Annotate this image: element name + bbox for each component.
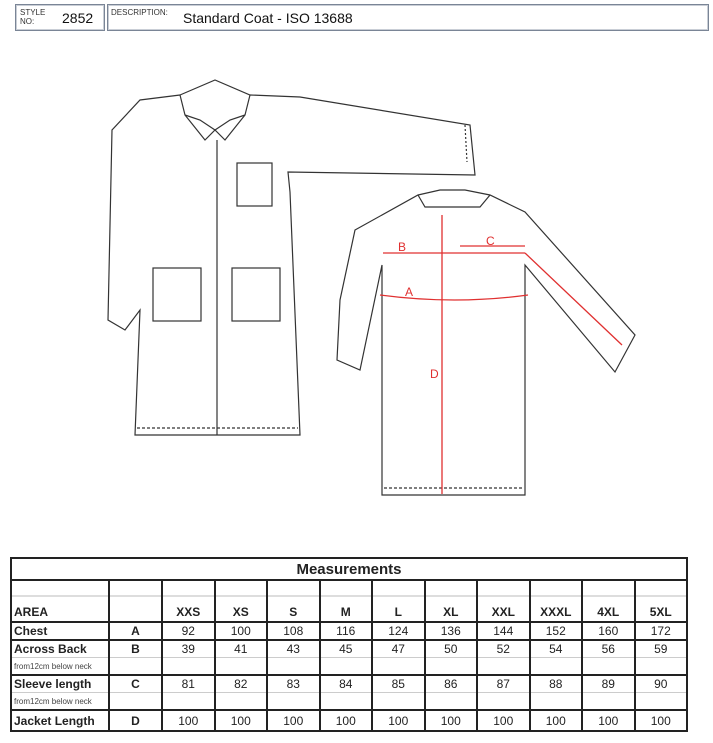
empty-cell — [215, 658, 268, 676]
empty-cell — [267, 658, 320, 676]
measurement-value: 86 — [425, 675, 478, 693]
area-code: B — [109, 640, 162, 658]
label-b: B — [398, 240, 407, 254]
measurement-value: 172 — [635, 622, 688, 640]
area-note: from12cm below neck — [11, 658, 109, 676]
area-name: Chest — [11, 622, 109, 640]
measure-lines — [380, 215, 622, 494]
empty-cell — [425, 693, 478, 711]
area-name: Across Back — [11, 640, 109, 658]
empty-cell — [582, 693, 635, 711]
measurement-value: 81 — [162, 675, 215, 693]
empty-cell — [109, 693, 162, 711]
measurement-value: 52 — [477, 640, 530, 658]
measurement-value: 144 — [477, 622, 530, 640]
measurement-value: 41 — [215, 640, 268, 658]
size-header: XXXL — [530, 580, 583, 622]
measurement-value: 83 — [267, 675, 320, 693]
measurement-value: 136 — [425, 622, 478, 640]
measurement-value: 92 — [162, 622, 215, 640]
measurement-value: 54 — [530, 640, 583, 658]
size-header: XL — [425, 580, 478, 622]
size-header: 4XL — [582, 580, 635, 622]
measurement-value: 100 — [635, 710, 688, 731]
measurement-value: 87 — [477, 675, 530, 693]
empty-cell — [162, 693, 215, 711]
table-row — [11, 622, 687, 640]
description-value: Standard Coat - ISO 13688 — [183, 10, 353, 26]
empty-cell — [635, 693, 688, 711]
size-header: S — [267, 580, 320, 622]
measurement-value: 116 — [320, 622, 373, 640]
area-code: A — [109, 622, 162, 640]
measurement-value: 56 — [582, 640, 635, 658]
description-label: DESCRIPTION: — [111, 8, 168, 17]
measurement-value: 152 — [530, 622, 583, 640]
empty-cell — [320, 658, 373, 676]
measurement-value: 100 — [320, 710, 373, 731]
size-header: XS — [215, 580, 268, 622]
measurement-value: 59 — [635, 640, 688, 658]
measurement-value: 45 — [320, 640, 373, 658]
measurement-value: 89 — [582, 675, 635, 693]
measurement-value: 124 — [372, 622, 425, 640]
coat-front-drawing — [108, 80, 475, 435]
area-code: C — [109, 675, 162, 693]
empty-cell — [530, 658, 583, 676]
measurement-value: 100 — [372, 710, 425, 731]
measurement-value: 160 — [582, 622, 635, 640]
empty-cell — [372, 658, 425, 676]
table-row — [11, 675, 687, 693]
size-header-row — [11, 580, 687, 622]
empty-cell — [425, 658, 478, 676]
measurement-value: 108 — [267, 622, 320, 640]
measurement-value: 50 — [425, 640, 478, 658]
empty-cell — [530, 693, 583, 711]
measurements-table — [10, 557, 688, 732]
label-d: D — [430, 367, 439, 381]
table-row — [11, 710, 687, 731]
measurement-value: 82 — [215, 675, 268, 693]
area-note: from12cm below neck — [11, 693, 109, 711]
measurement-value: 100 — [530, 710, 583, 731]
measurement-value: 88 — [530, 675, 583, 693]
empty-cell — [267, 693, 320, 711]
note-row — [11, 693, 687, 711]
empty-cell — [372, 693, 425, 711]
measurement-value: 47 — [372, 640, 425, 658]
empty-cell — [215, 693, 268, 711]
size-header: XXS — [162, 580, 215, 622]
area-name: Sleeve length — [11, 675, 109, 693]
size-header: L — [372, 580, 425, 622]
empty-cell — [635, 658, 688, 676]
size-header: 5XL — [635, 580, 688, 622]
measurement-value: 100 — [162, 710, 215, 731]
empty-cell — [109, 658, 162, 676]
measurement-value: 85 — [372, 675, 425, 693]
empty-cell — [582, 658, 635, 676]
empty-cell — [477, 693, 530, 711]
table-row — [11, 640, 687, 658]
area-code: D — [109, 710, 162, 731]
measurement-value: 100 — [477, 710, 530, 731]
measurement-value: 100 — [582, 710, 635, 731]
measurement-value: 43 — [267, 640, 320, 658]
table-title: Measurements — [11, 558, 687, 580]
measurement-value: 100 — [215, 622, 268, 640]
empty-cell — [477, 658, 530, 676]
measurement-value: 90 — [635, 675, 688, 693]
style-no-value: 2852 — [62, 10, 94, 26]
area-name: Jacket Length — [11, 710, 109, 731]
measurement-value: 100 — [267, 710, 320, 731]
empty-cell — [162, 658, 215, 676]
measurement-value: 100 — [215, 710, 268, 731]
measurement-value: 84 — [320, 675, 373, 693]
measurement-value: 39 — [162, 640, 215, 658]
style-no-label: STYLE NO: — [20, 8, 46, 26]
empty-cell — [320, 693, 373, 711]
area-header: AREA — [11, 580, 109, 622]
note-row — [11, 658, 687, 676]
measurement-value: 100 — [425, 710, 478, 731]
label-c: C — [486, 234, 495, 248]
size-header: XXL — [477, 580, 530, 622]
label-a: A — [405, 285, 414, 299]
size-header: M — [320, 580, 373, 622]
